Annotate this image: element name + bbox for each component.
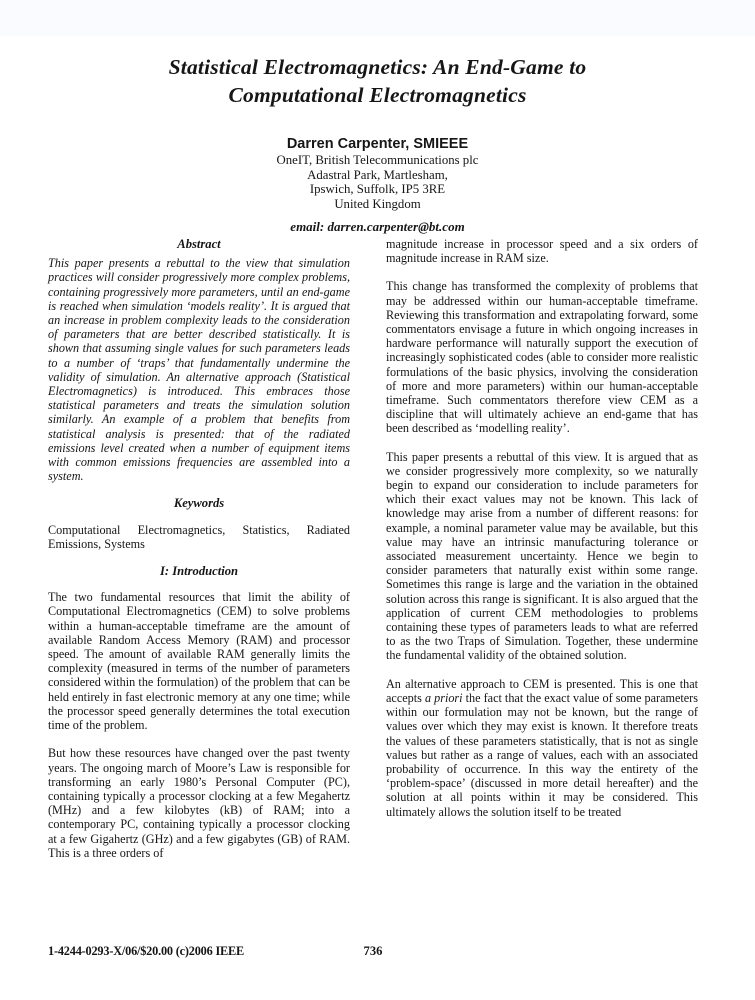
left-column: [48, 237, 350, 860]
page-footer: [48, 944, 698, 962]
latin-phrase-a-priori: a priori: [424, 690, 463, 705]
two-column-body: [48, 237, 698, 860]
abstract-heading: Abstract: [177, 237, 221, 251]
author-affiliation-company: OneIT, British Telecommunications plc: [276, 153, 479, 167]
introduction-heading: I: Introduction: [159, 564, 239, 579]
author-affiliation-city: Ipswich, Suffolk, IP5 3RE: [309, 182, 446, 197]
keywords-heading: Keywords: [173, 496, 225, 511]
abstract-paragraph: This paper presents a rebuttal to the view that simulation practices will consider progressively more complex problems, containing progressively more parameters, until an end-game is reached when simulation ‘models reality’. It is argued that an increase in problem complexity leads to the consideration of parameters that are better described statistically. It is shown that assuming single values for such parameters leads to a number of ‘traps’ that fundamentally undermine the validity of simulation. An alternative approach (Statistical Electromagnetics) is introduced. This embraces those statistical parameters and treats the simulation solution similarly. An example of a problem that benefits from statistical analysis is presented: that of the radiated emissions level created when a number of equipment items with common emissions frequencies are assembled into a system.: [48, 256, 350, 484]
introduction-paragraph-1: The two fundamental resources that limit the ability of Computational Electromagnetics (CEM) to solve problems within a human-acceptable timeframe are the amount of available Random Access Memory (RAM) and processor speed. The amount of available RAM generally limits the complexity (measured in terms of the number of parameters considered within the formulation) of the problem that can be held entirely in fast electronic memory at any one time; while the processor speed generally determines the total execution time of the problem.: [48, 590, 350, 733]
paper-title-line-1: Statistical Electromagnetics: An End-Game to: [168, 55, 587, 79]
author-name: Darren Carpenter, SMIEEE: [286, 136, 469, 152]
copyright-notice: 1-4244-0293-X/06/$20.00 (c)2006 IEEE: [48, 944, 245, 958]
page-number: 736: [363, 944, 383, 958]
right-paragraph-4: [386, 677, 698, 819]
keywords-paragraph: Computational Electromagnetics, Statistics, Radiated Emissions, Systems: [48, 522, 350, 551]
page-top-shade: [0, 0, 755, 36]
author-affiliation-street: Adastral Park, Martlesham,: [307, 167, 448, 182]
author-block: [0, 135, 755, 235]
author-email: email: darren.carpenter@bt.com: [290, 219, 465, 235]
right-paragraph-2: This change has transformed the complexity of problems that may be addressed within our human-acceptable timeframe. Reviewing this transformation and extrapolating forward, some commentators envisage a future in which ongoing increases in hardware performance will naturally support the execution of increasingly sophisticated codes (able to consider more realistic formulations of the basic physics, involving the consideration of more and more parameters) within our human-acceptable timeframe. Such commentators therefore view CEM as a discipline that will ultimately achieve an end-game that has been described as ‘modelling reality’.: [386, 279, 698, 436]
paper-title-line-2: Computational Electromagnetics: [228, 83, 527, 107]
right-paragraph-3: This paper presents a rebuttal of this view. It is argued that as we consider progressively more complexity, so we naturally begin to expand our consideration to include parameters for which their exact values may not be known. This lack of knowledge may arise from a number of different reasons: for example, a nominal parameter value may be available, but this value may have an intrinsic manufacturing tolerance or associated measurement uncertainty. Hence we begin to consider parameters that naturally exist within some range. Sometimes this range is large and the variation in the obtained solution across this range is significant. It is also argued that the application of current CEM methodologies to problems containing these types of parameters leads to what are referred to as the two Traps of Simulation. Together, these undermine the fundamental validity of the obtained solution.: [386, 449, 698, 663]
paper-title: [0, 53, 755, 109]
right-paragraph-4-tail: the fact that the exact value of some parameters within our formulation may not be known, but the range of values over which they may exist is known. It therefore treats the values of these parameters statistically, that is not as single values but rather as a range of values, each with an associated probability of occurrence. In this way the entirety of the ‘problem-space’ (discussed in more detail hereafter) and the solution at all points within it may be considered. This ultimately allows the solution itself to be treated: [386, 690, 698, 819]
author-affiliation-country: United Kingdom: [334, 196, 421, 211]
right-paragraph-4-lead: An alternative approach to CEM is presented. This is one that accepts: [386, 676, 698, 705]
right-column: [386, 237, 698, 860]
right-paragraph-1: magnitude increase in processor speed and a six orders of magnitude increase in RAM size.: [386, 237, 698, 266]
introduction-paragraph-2: But how these resources have changed over the past twenty years. The ongoing march of Moore’s Law is responsible for transforming an early 1980’s Personal Computer (PC), containing typically a processor clocking at a few Megahertz (MHz) and a few kilobytes (kB) of RAM; into a contemporary PC, containing typically a processor clocking at a few Gigahertz (GHz) and a few gigabytes (GB) of RAM. This is a three orders of: [48, 746, 350, 860]
